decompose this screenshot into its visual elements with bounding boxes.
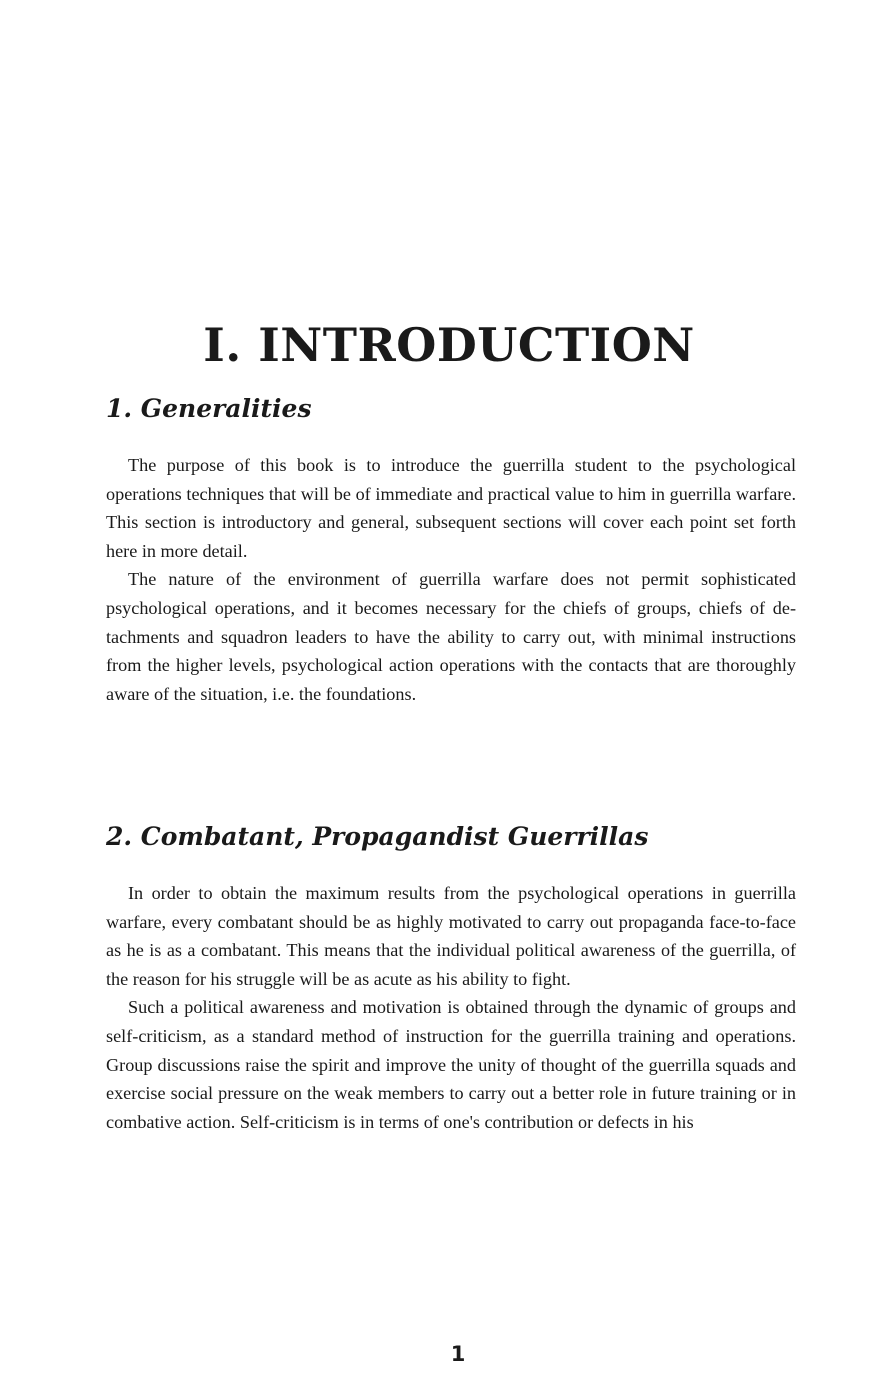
chapter-title: I. INTRODUCTION	[203, 318, 695, 372]
paragraph: The purpose of this book is to introduce the guerrilla student to the psychological operations techniques that will be of immediate and practical value to him in guerrilla warfare. This section is introductory and general, subsequent sections will cover each point set forth here in more detail.	[106, 455, 796, 561]
paragraph: The nature of the environment of guerrilla warfare does not permit sophisticated psychological operations, and it becomes necessary for the chiefs of groups, chiefs of detachments and squadron leaders to have the ability to carry out, with minimal instructions from the higher levels, psychological action operations with the contacts that are thoroughly aware of the situation, i.e. the foundations.	[106, 569, 796, 704]
section-heading-combatant-propagandist-guerrillas: 2. Combatant, Propagandist Guerrillas	[106, 822, 649, 851]
section-body-generalities	[106, 451, 796, 708]
section-heading-generalities: 1. Generalities	[106, 394, 312, 423]
paragraph: Such a political awareness and motivation is obtained through the dynamic of groups and self-criticism, as a standard method of instruction for the guerrilla training and operations. Group discussions raise the spirit and improve the unity of thought of the guerrilla squads and exercise social pressure on the weak members to carry out a better role in future training or in combative action. Self-criticism is in terms of one's contribution or defects in his	[106, 997, 796, 1132]
section-body-combatant-propagandist-guerrillas	[106, 879, 796, 1136]
page-number: 1	[450, 1342, 466, 1366]
paragraph: In order to obtain the maximum results from the psychological operations in guerrilla warfare, every combatant should be as highly motivated to carry out propaganda face-to-face as he is as a combatant. This means that the individual political awareness of the guerrilla, of the reason for his struggle will be as acute as his ability to fight.	[106, 883, 796, 989]
